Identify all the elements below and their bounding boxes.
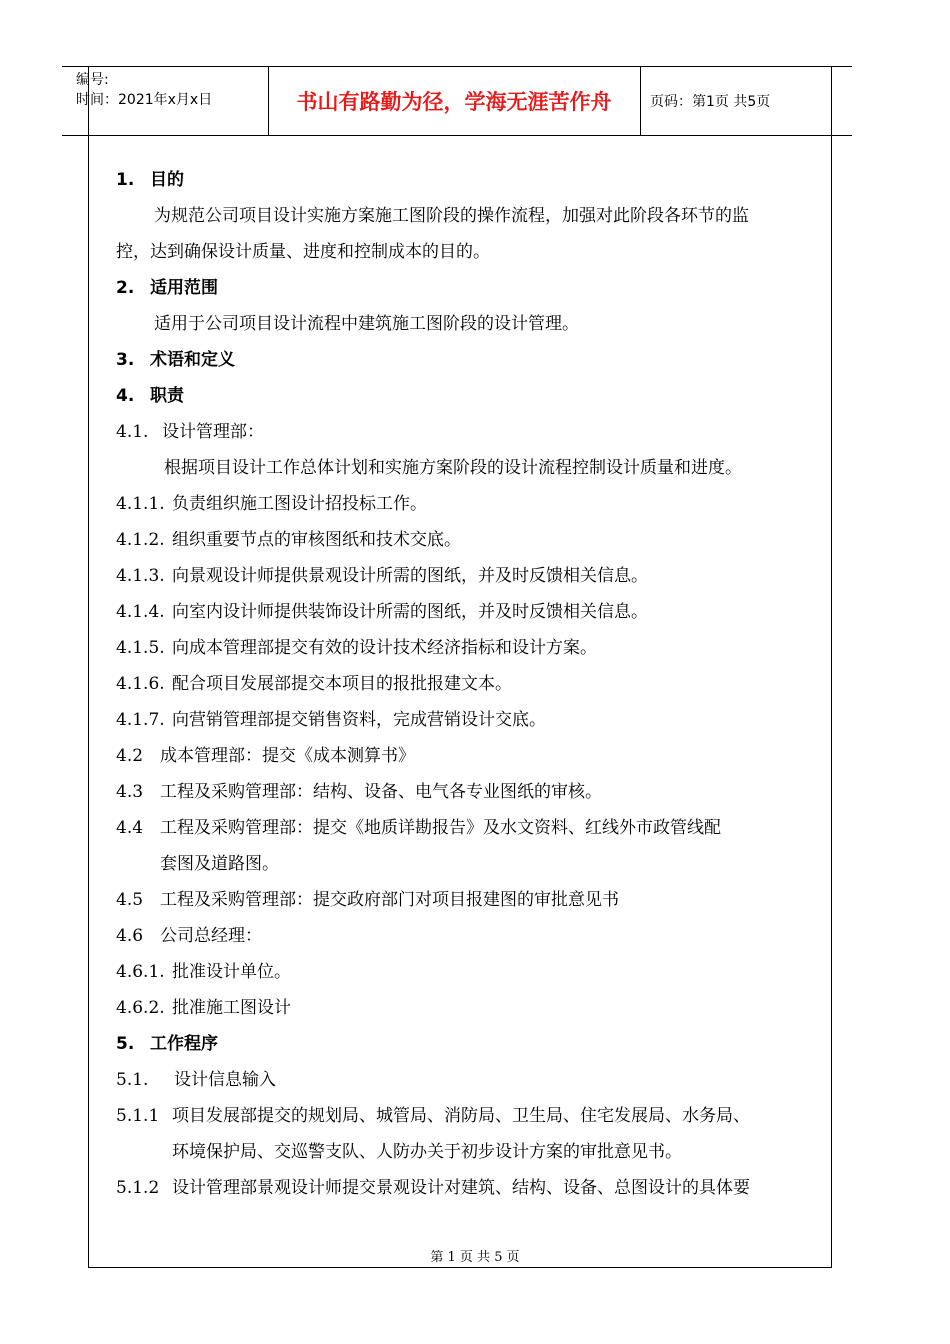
body-line — [154, 198, 749, 234]
section-number: 4.1.4. — [116, 602, 165, 622]
section-number: 4.1.6. — [116, 674, 165, 694]
section-text: 公司总经理： — [160, 926, 262, 946]
section-number: 4.1. — [116, 422, 149, 442]
body-line — [116, 882, 619, 918]
body-line — [116, 954, 291, 990]
section-text: 为规范公司项目设计实施方案施工图阶段的操作流程，加强对此阶段各环节的监 — [154, 206, 749, 226]
section-text: 适用于公司项目设计流程中建筑施工图阶段的设计管理。 — [154, 314, 579, 334]
section-number: 5.1.1 — [116, 1106, 160, 1126]
section-text: 组织重要节点的审核图纸和技术交底。 — [172, 530, 461, 550]
section-text: 套图及道路图。 — [160, 854, 279, 874]
body-line — [116, 486, 427, 522]
body-line — [116, 774, 602, 810]
body-line — [154, 306, 579, 342]
section-number: 4.4 — [116, 818, 144, 838]
section-text: 设计信息输入 — [174, 1070, 276, 1090]
section-number: 4.1.3. — [116, 566, 165, 586]
section-text: 根据项目设计工作总体计划和实施方案阶段的设计流程控制设计质量和进度。 — [164, 458, 742, 478]
section-text: 成本管理部：提交《成本测算书》 — [160, 746, 415, 766]
section-text: 向营销管理部提交销售资料，完成营销设计交底。 — [172, 710, 546, 730]
body-line — [116, 1062, 276, 1098]
section-text: 设计管理部： — [162, 422, 264, 442]
body-line — [172, 1134, 682, 1170]
section-number: 4.6.2. — [116, 998, 165, 1018]
section-heading — [116, 162, 184, 198]
section-text: 适用范围 — [150, 278, 218, 298]
header-motto: 书山有路勤为径，学海无涯苦作舟 — [296, 90, 612, 114]
body-line — [116, 810, 721, 846]
document-time-label: 时间：2021年x月x日 — [76, 92, 213, 108]
section-text: 向成本管理部提交有效的设计技术经济指标和设计方案。 — [172, 638, 597, 658]
body-line — [116, 522, 461, 558]
section-number: 4.5 — [116, 890, 144, 910]
section-text: 工程及采购管理部：结构、设备、电气各专业图纸的审核。 — [160, 782, 602, 802]
section-heading — [116, 342, 235, 378]
section-text: 工作程序 — [150, 1034, 218, 1054]
section-text: 批准施工图设计 — [172, 998, 291, 1018]
body-line — [116, 1170, 750, 1206]
section-number: 5.1.2 — [116, 1178, 160, 1198]
section-number: 4.1.7. — [116, 710, 165, 730]
body-line — [164, 450, 742, 486]
section-number: 4.1.2. — [116, 530, 165, 550]
body-line — [116, 918, 262, 954]
header-divider-right — [640, 66, 641, 136]
document-number-label: 编号: — [76, 72, 109, 88]
section-text: 目的 — [150, 170, 184, 190]
section-text: 负责组织施工图设计招投标工作。 — [172, 494, 427, 514]
section-number: 4.1.5. — [116, 638, 165, 658]
section-text: 向景观设计师提供景观设计所需的图纸，并及时反馈相关信息。 — [172, 566, 648, 586]
header-meta — [76, 70, 212, 110]
section-number: 1. — [116, 170, 135, 190]
section-heading — [116, 1026, 218, 1062]
section-text: 项目发展部提交的规划局、城管局、消防局、卫生局、住宅发展局、水务局、 — [172, 1106, 750, 1126]
header-page-info: 页码：第1页 共5页 — [650, 94, 771, 110]
section-number: 3. — [116, 350, 135, 370]
body-line — [116, 1098, 750, 1134]
section-number: 4.6 — [116, 926, 144, 946]
section-number: 4.6.1. — [116, 962, 165, 982]
section-number: 2. — [116, 278, 135, 298]
body-line — [116, 414, 264, 450]
section-heading — [116, 270, 218, 306]
section-text: 向室内设计师提供装饰设计所需的图纸，并及时反馈相关信息。 — [172, 602, 648, 622]
section-text: 工程及采购管理部：提交《地质详勘报告》及水文资料、红线外市政管线配 — [160, 818, 721, 838]
section-text: 配合项目发展部提交本项目的报批报建文本。 — [172, 674, 512, 694]
section-heading — [116, 378, 184, 414]
section-text: 术语和定义 — [150, 350, 235, 370]
section-number: 4. — [116, 386, 135, 406]
page-footer: 第 1 页 共 5 页 — [430, 1250, 520, 1265]
section-text: 工程及采购管理部：提交政府部门对项目报建图的审批意见书 — [160, 890, 619, 910]
body-line — [116, 990, 291, 1026]
section-number: 4.2 — [116, 746, 144, 766]
body-line — [116, 666, 512, 702]
body-line — [116, 630, 597, 666]
body-line — [116, 558, 648, 594]
body-line — [116, 702, 546, 738]
body-line — [116, 234, 490, 270]
body-line — [116, 738, 415, 774]
section-number: 4.1.1. — [116, 494, 165, 514]
section-text: 环境保护局、交巡警支队、人防办关于初步设计方案的审批意见书。 — [172, 1142, 682, 1162]
section-number: 5.1. — [116, 1070, 149, 1090]
section-number: 4.3 — [116, 782, 144, 802]
section-text: 职责 — [150, 386, 184, 406]
section-text: 批准设计单位。 — [172, 962, 291, 982]
section-text: 设计管理部景观设计师提交景观设计对建筑、结构、设备、总图设计的具体要 — [172, 1178, 750, 1198]
section-text: 控，达到确保设计质量、进度和控制成本的目的。 — [116, 242, 490, 262]
body-line — [160, 846, 279, 882]
body-line — [116, 594, 648, 630]
section-number: 5. — [116, 1034, 135, 1054]
